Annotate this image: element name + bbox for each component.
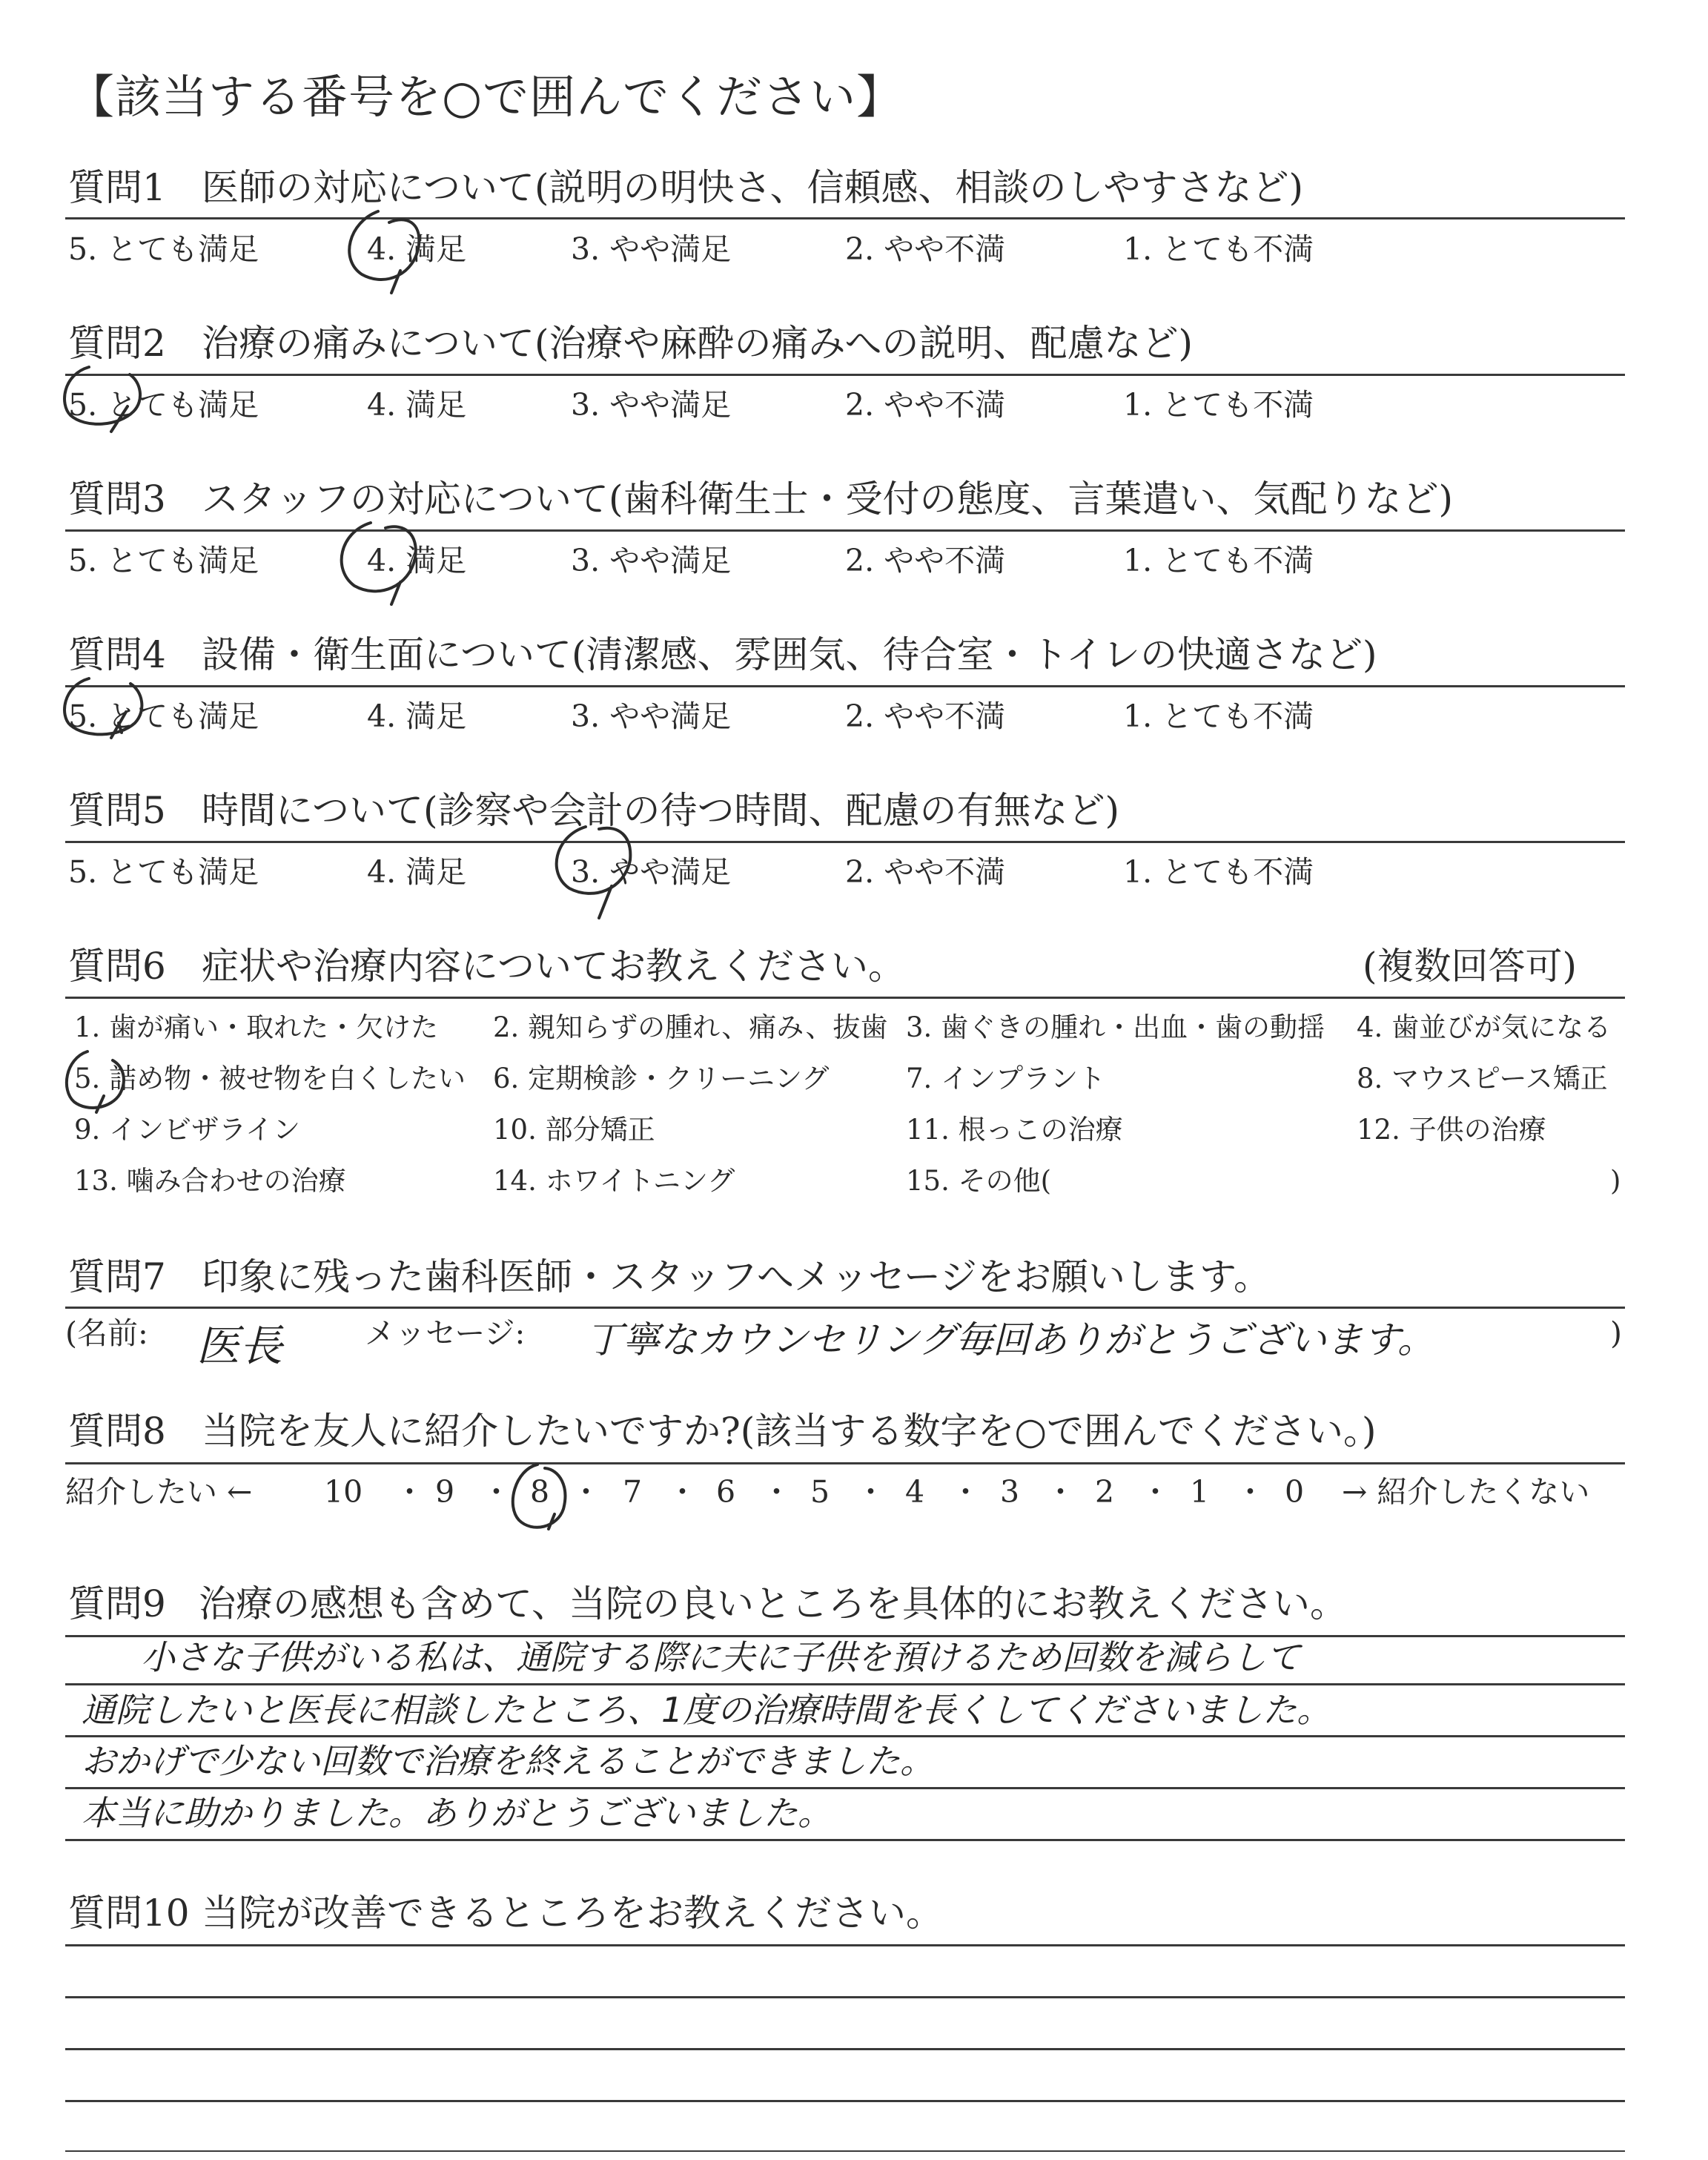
recommend-scale-left-label: 紹介したい ← [65,1474,253,1510]
symptom-option[interactable]: 2. 親知らずの腫れ、痛み、抜歯 [493,1011,888,1043]
symptom-option-other[interactable]: 15. その他( [906,1165,1052,1197]
scale-value-9[interactable]: 9 [435,1474,455,1510]
symptom-option[interactable]: 9. インビザライン [74,1114,300,1146]
symptom-option[interactable]: 4. 歯並びが気になる [1357,1011,1612,1043]
rating-option-5[interactable]: 5. とても満足 [68,231,259,267]
recommend-scale-right-label: → 紹介したくない [1342,1474,1590,1510]
rating-option-1[interactable]: 1. とても不満 [1123,543,1314,578]
question-6-text: 症状や治療内容についてお教えください。 [202,945,905,988]
rating-option-1[interactable]: 1. とても不満 [1123,698,1314,734]
selection-circle-q1 [349,211,419,293]
rating-option-4[interactable]: 4. 満足 [367,543,467,578]
symptom-option[interactable]: 5. 詰め物・被せ物を白くしたい [74,1063,466,1094]
scale-value-7[interactable]: 7 [623,1474,643,1510]
rating-option-2[interactable]: 2. やや不満 [845,543,1006,578]
symptom-option-other-close: ) [1610,1165,1621,1197]
message-label: メッセージ: [365,1315,526,1351]
scale-separator: ・ [1235,1474,1265,1510]
question-1-text: 医師の対応について(説明の明快さ、信頼感、相談のしやすさなど) [202,166,1304,209]
question-6-label: 質問6 [68,945,166,988]
selection-circle-q3 [342,523,416,604]
rating-option-3[interactable]: 3. やや満足 [571,231,732,267]
symptom-option[interactable]: 1. 歯が痛い・取れた・欠けた [74,1011,439,1043]
rating-option-3[interactable]: 3. やや満足 [571,698,732,734]
answer-text-line-3[interactable]: おかげで少ない回数で治療を終えることができました。 [82,1741,934,1781]
scale-value-0[interactable]: 0 [1285,1474,1305,1510]
rating-option-4[interactable]: 4. 満足 [367,231,467,267]
scale-value-6[interactable]: 6 [716,1474,736,1510]
answer-text-line-1[interactable]: 小さな子供がいる私は、通院する際に夫に子供を預けるため回数を減らして [141,1637,1300,1677]
symptom-option[interactable]: 14. ホワイトニング [493,1165,735,1197]
symptom-option[interactable]: 10. 部分矯正 [493,1114,655,1146]
scale-value-5[interactable]: 5 [810,1474,830,1510]
rating-option-5[interactable]: 5. とても満足 [68,387,259,423]
rating-option-5[interactable]: 5. とても満足 [68,854,259,890]
rating-option-1[interactable]: 1. とても不満 [1123,387,1314,423]
scale-separator: ・ [761,1474,792,1510]
selection-circle-q5 [557,827,631,918]
question-10-text: 当院が改善できるところをお教えください。 [202,1892,943,1935]
symptom-option[interactable]: 7. インプラント [906,1063,1106,1094]
rating-option-1[interactable]: 1. とても不満 [1123,854,1314,890]
rating-option-4[interactable]: 4. 満足 [367,387,467,423]
scale-separator: ・ [667,1474,698,1510]
symptom-option[interactable]: 3. 歯ぐきの腫れ・出血・歯の動揺 [906,1011,1325,1043]
question-3-label: 質問3 [68,478,166,521]
name-label: (名前: [65,1315,148,1351]
rating-option-5[interactable]: 5. とても満足 [68,698,259,734]
question-8-text: 当院を友人に紹介したいですか?(該当する数字を○で囲んでください。) [202,1410,1377,1453]
question-2-text: 治療の痛みについて(治療や麻酔の痛みへの説明、配慮など) [202,322,1194,365]
question-1-label: 質問1 [68,166,166,209]
answer-text-line-4[interactable]: 本当に助かりました。ありがとうございました。 [82,1793,832,1833]
question-4-text: 設備・衛生面について(清潔感、雰囲気、待合室・トイレの快適さなど) [202,633,1377,676]
scale-value-1[interactable]: 1 [1190,1474,1210,1510]
rating-option-3[interactable]: 3. やや満足 [571,387,732,423]
question-3-text: スタッフの対応について(歯科衛生士・受付の態度、言葉遣い、気配りなど) [202,478,1454,521]
scale-value-10[interactable]: 10 [324,1474,363,1510]
scale-separator: ・ [571,1474,601,1510]
scale-separator: ・ [950,1474,981,1510]
name-field[interactable]: 医長 [196,1321,283,1371]
symptom-option[interactable]: 11. 根っこの治療 [906,1114,1123,1146]
selection-circle-q2 [64,367,140,432]
question-8-label: 質問8 [68,1410,166,1453]
scale-separator: ・ [394,1474,425,1510]
rating-option-2[interactable]: 2. やや不満 [845,231,1006,267]
scale-value-3[interactable]: 3 [1000,1474,1020,1510]
scale-separator: ・ [481,1474,512,1510]
symptom-option[interactable]: 13. 噛み合わせの治療 [74,1165,346,1197]
rating-option-2[interactable]: 2. やや不満 [845,698,1006,734]
selection-circle-q6-5 [67,1051,124,1112]
scale-separator: ・ [1140,1474,1171,1510]
scale-separator: ・ [1045,1474,1076,1510]
rating-option-1[interactable]: 1. とても不満 [1123,231,1314,267]
question-4-label: 質問4 [68,633,166,676]
symptom-option[interactable]: 6. 定期検診・クリーニング [493,1063,830,1094]
message-field[interactable]: 丁寧なカウンセリング毎回ありがとうございます。 [586,1318,1434,1361]
rating-option-3[interactable]: 3. やや満足 [571,543,732,578]
rating-option-3[interactable]: 3. やや満足 [571,854,732,890]
scale-value-2[interactable]: 2 [1095,1474,1115,1510]
multiple-answer-note: (複数回答可) [1363,945,1578,988]
scale-value-8[interactable]: 8 [530,1474,550,1510]
rating-option-2[interactable]: 2. やや不満 [845,854,1006,890]
page-title: 【該当する番号を○で囲んでください】 [68,70,904,124]
question-5-label: 質問5 [68,789,166,832]
answer-text-line-2[interactable]: 通院したいと医長に相談したところ、1度の治療時間を長くしてくださいました。 [82,1690,1331,1730]
question-9-text: 治療の感想も含めて、当院の良いところを具体的にお教えください。 [199,1582,1347,1625]
question-2-label: 質問2 [68,322,166,365]
rating-option-4[interactable]: 4. 満足 [367,854,467,890]
symptom-option[interactable]: 8. マウスピース矯正 [1357,1063,1608,1094]
question-7-text: 印象に残った歯科医師・スタッフへメッセージをお願いします。 [202,1255,1271,1298]
selection-circle-q8 [513,1464,566,1529]
symptom-option[interactable]: 12. 子供の治療 [1357,1114,1546,1146]
scale-value-4[interactable]: 4 [905,1474,925,1510]
question-9-label: 質問9 [68,1582,166,1625]
rating-option-2[interactable]: 2. やや不満 [845,387,1006,423]
message-close: ) [1610,1315,1622,1351]
selection-circle-q4 [64,678,142,738]
scale-separator: ・ [855,1474,886,1510]
question-7-label: 質問7 [68,1255,166,1298]
question-10-label: 質問10 [68,1892,190,1935]
rating-option-4[interactable]: 4. 満足 [367,698,467,734]
rating-option-5[interactable]: 5. とても満足 [68,543,259,578]
question-5-text: 時間について(診察や会計の待つ時間、配慮の有無など) [202,789,1120,832]
